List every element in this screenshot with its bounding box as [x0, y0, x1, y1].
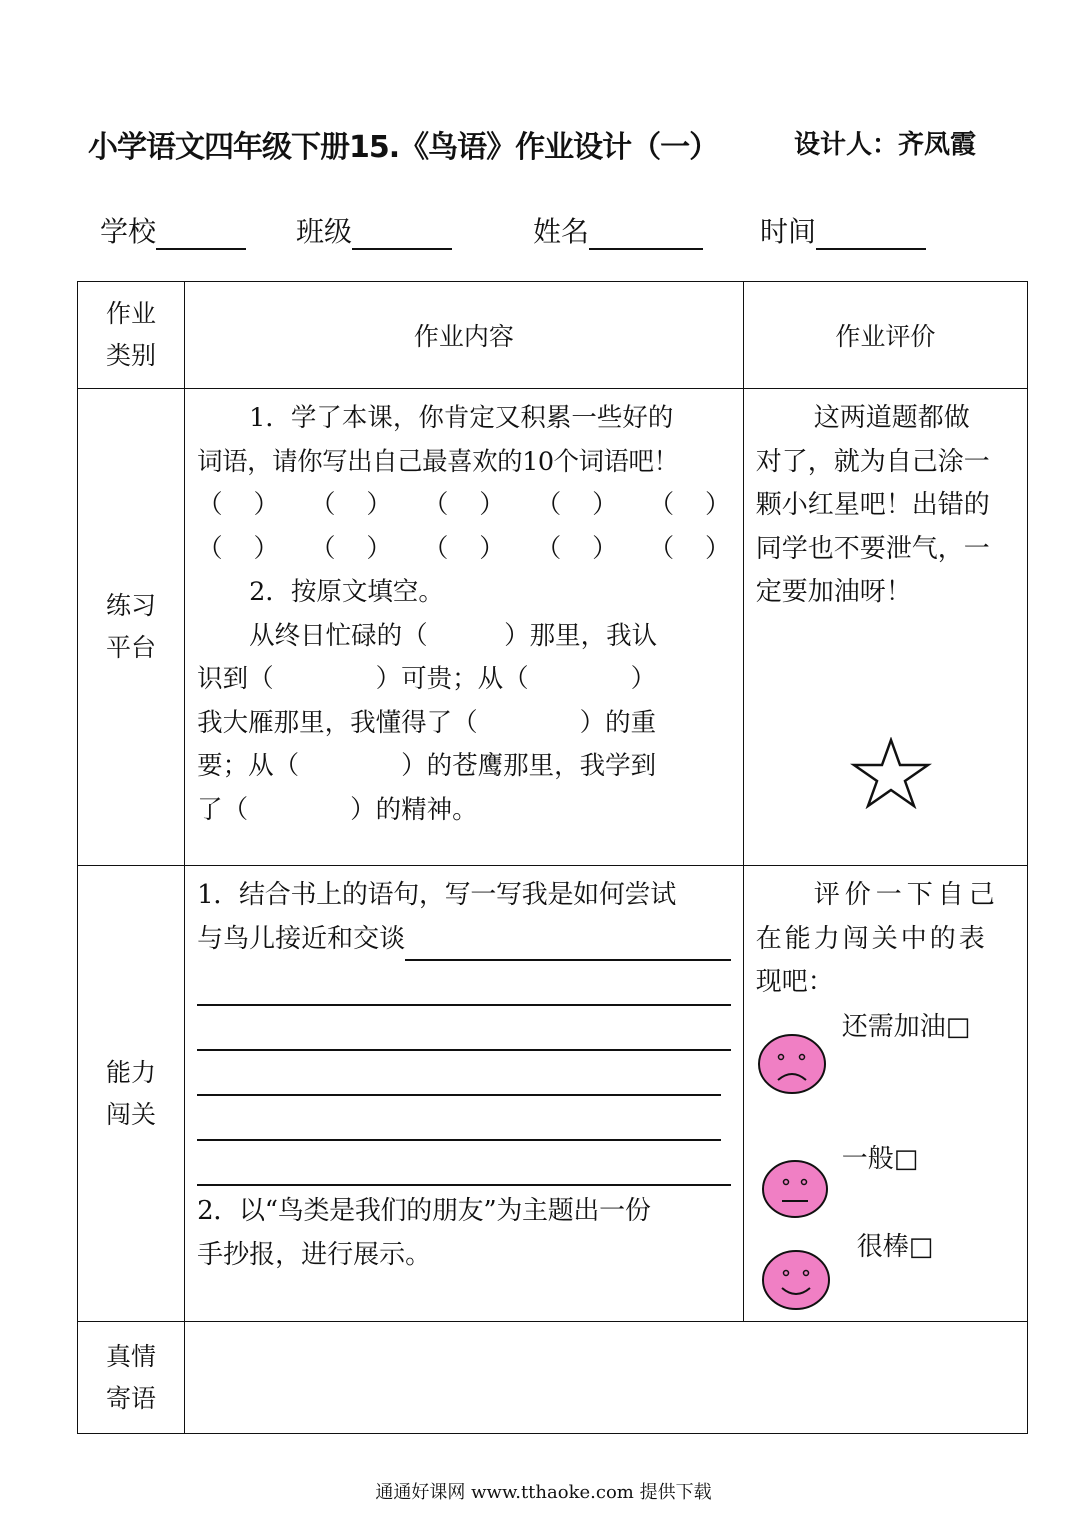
page-title: 小学语文四年级下册15.《鸟语》作业设计（一） [88, 130, 719, 165]
paren: ） [253, 533, 280, 564]
paren: （ [535, 490, 562, 520]
paren: ） [705, 533, 731, 564]
message-category-line1: 真情 [106, 1341, 157, 1371]
designer-label: 设计人：齐凤霞 [794, 130, 977, 160]
practice-q1-line2: 词语，请你写出自己最喜欢的10个词语吧！ [197, 446, 679, 477]
paren: ） [479, 490, 505, 520]
student-info-row [100, 210, 980, 254]
practice-category-line2: 平台 [106, 633, 157, 662]
ability-category-line2: 闯关 [106, 1099, 157, 1129]
paren: ） [705, 490, 731, 520]
ability-content [185, 866, 744, 1322]
name-blank[interactable] [589, 216, 703, 250]
paren: ） [479, 533, 505, 564]
practice-category-line1: 练习 [106, 591, 157, 620]
word-blanks-row-2[interactable] [197, 528, 733, 572]
content-header: 作业内容 [185, 282, 744, 389]
practice-content [185, 389, 744, 866]
answer-line[interactable] [405, 925, 731, 961]
ability-row [78, 866, 1028, 1322]
practice-eval-line4: 同学也不要泄气，一 [755, 533, 990, 564]
sad-face-icon[interactable] [756, 1032, 828, 1096]
message-row [78, 1322, 1028, 1434]
fill-line-5[interactable]: 了（ ）的精神。 [197, 794, 478, 825]
footer-credit: 通通好课网 www.tthaoke.com 提供下载 [375, 1482, 712, 1503]
practice-eval-line3: 颗小红星吧！出错的 [755, 490, 990, 520]
neutral-face-icon[interactable] [760, 1158, 830, 1220]
message-area[interactable] [185, 1322, 1028, 1434]
category-header-line1: 作业 [106, 299, 157, 328]
name-field[interactable] [533, 210, 703, 250]
ability-eval-line1: 评价一下自己 [813, 880, 1000, 910]
happy-face-icon[interactable] [760, 1248, 832, 1312]
paren: ） [592, 533, 618, 564]
title-row [88, 122, 1008, 166]
paren: （ [197, 533, 223, 564]
fill-line-4[interactable]: 要；从（ ）的苍鹰那里，我学到 [197, 751, 657, 781]
paren: ） [592, 490, 618, 520]
ability-evaluation [743, 866, 1027, 1322]
practice-row [78, 389, 1028, 866]
category-header-line2: 类别 [106, 341, 157, 370]
word-blanks-row-1[interactable] [197, 484, 733, 528]
class-label: 班级 [296, 215, 353, 248]
fill-line-2[interactable]: 识到（ ）可贵；从（ ） [197, 664, 657, 694]
ability-category [78, 866, 185, 1322]
paren: ） [366, 533, 392, 564]
practice-eval-line5: 定要加油呀！ [755, 577, 912, 607]
ability-q1-line2 [197, 918, 731, 962]
answer-line[interactable] [197, 1141, 731, 1186]
school-blank[interactable] [156, 216, 246, 250]
paren: （ [309, 490, 336, 520]
paren: ） [253, 490, 280, 520]
evaluation-header: 作业评价 [743, 282, 1027, 389]
ability-q2-line2: 手抄报，进行展示。 [197, 1239, 432, 1270]
message-category-line2: 寄语 [106, 1383, 157, 1413]
paren: （ [422, 533, 449, 564]
category-header [78, 282, 185, 389]
option-average[interactable]: 一般□ [841, 1144, 919, 1174]
practice-eval-line2: 对了，就为自己涂一 [755, 446, 990, 477]
paren: ） [366, 490, 392, 520]
time-field[interactable] [760, 210, 926, 250]
practice-q2-title: 2．按原文填空。 [249, 577, 444, 607]
star-icon[interactable] [850, 737, 932, 809]
time-blank[interactable] [816, 216, 926, 250]
paren: （ [648, 490, 675, 520]
fill-line-3[interactable]: 我大雁那里，我懂得了（ ）的重 [197, 707, 657, 738]
school-field[interactable] [100, 210, 246, 250]
practice-evaluation [743, 389, 1027, 866]
answer-line[interactable] [197, 1051, 721, 1096]
paren: （ [648, 533, 675, 564]
class-blank[interactable] [352, 216, 452, 250]
ability-q1-line1: 1．结合书上的语句，写一写我是如何尝试 [197, 880, 676, 910]
paren: （ [535, 533, 562, 564]
paren: （ [422, 490, 449, 520]
option-great[interactable]: 很棒□ [856, 1232, 934, 1262]
class-field[interactable] [296, 210, 452, 250]
time-label: 时间 [760, 215, 817, 248]
practice-eval-line1: 这两道题都做 [813, 403, 970, 433]
name-label: 姓名 [533, 215, 590, 248]
paren: （ [309, 533, 336, 564]
ability-q2-line1: 2．以“鸟类是我们的朋友”为主题出一份 [197, 1196, 651, 1226]
answer-line[interactable] [197, 961, 731, 1006]
ability-eval-line3: 现吧： [755, 967, 834, 997]
ability-category-line1: 能力 [106, 1057, 157, 1087]
message-category [78, 1322, 185, 1434]
answer-line[interactable] [197, 1006, 731, 1051]
practice-q1-line1: 1．学了本课，你肯定又积累一些好的 [249, 403, 674, 433]
practice-category [78, 389, 185, 866]
homework-table [77, 281, 1028, 1434]
fill-line-1[interactable]: 从终日忙碌的（ ）那里，我认 [249, 620, 658, 651]
answer-line[interactable] [197, 1096, 721, 1141]
option-need-effort[interactable]: 还需加油□ [841, 1012, 971, 1042]
header-row [78, 282, 1028, 389]
ability-q1-text: 与鸟儿接近和交谈 [197, 923, 406, 954]
ability-eval-line2: 在能力闯关中的表 [755, 923, 988, 954]
school-label: 学校 [100, 215, 157, 248]
paren: （ [197, 490, 223, 520]
